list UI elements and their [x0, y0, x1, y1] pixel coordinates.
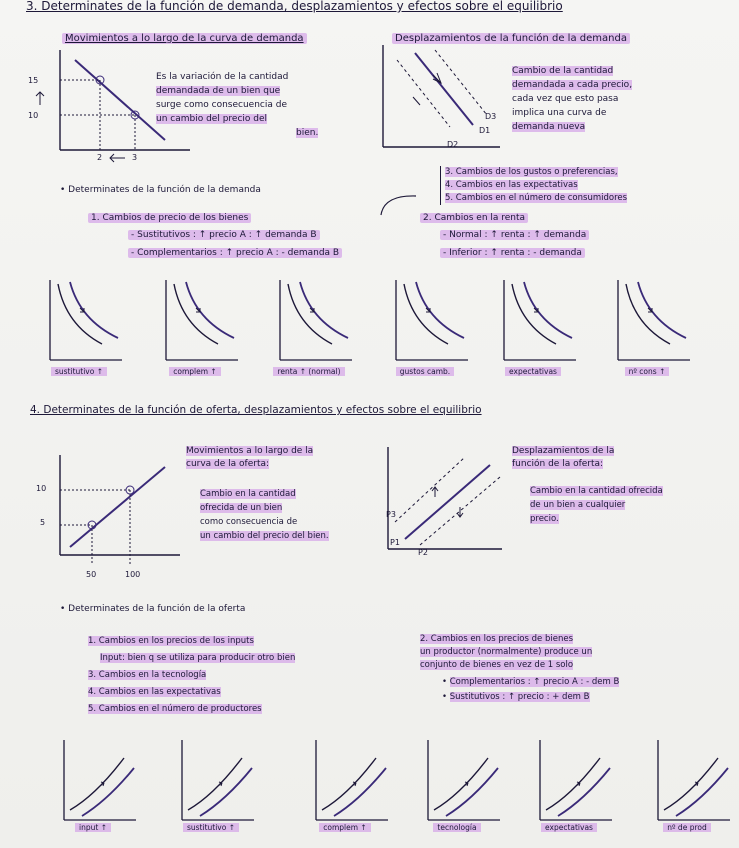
income-change-title: 2. Cambios en la renta	[420, 213, 528, 223]
supply-mini-graph	[176, 740, 256, 825]
supply-movement-title: Movimientos a lo largo de la curva de la oferta:	[186, 446, 314, 469]
demand-mini-graph	[612, 280, 692, 365]
supply-mini-graph-label: input ↑	[48, 823, 138, 832]
demand-x-right: 3	[132, 153, 138, 162]
demand-shift-text: Cambio de la cantidad demandada a cada precio, cada vez que esto pasa implica una curva de demanda nueva	[512, 66, 633, 132]
supply-s2: P2	[418, 548, 428, 557]
supply-determinants-left: 1. Cambios en los precios de los inputs Input: bien q se utiliza para producir otro bien 3. Cambios en la tecnología 4. Cambios en las expectativas 5. Cambios en el número de productores	[88, 636, 296, 714]
demand-mini-graph-label: nº cons ↑	[602, 367, 692, 376]
supply-mini-graph	[422, 740, 502, 825]
section3-title: 3. Determinates de la función de demanda, desplazamientos y efectos sobre el equilibrio	[26, 0, 563, 13]
price-item-substitutes: - Sustitutivos : ↑ precio A : ↑ demanda B	[128, 230, 320, 240]
demand-d3: D3	[485, 112, 497, 121]
supply-mini-graph-label: tecnología	[412, 823, 502, 832]
demand-determinants-list: 3. Cambios de los gustos o preferencias, 4. Cambios en las expectativas 5. Cambios en el número de consumidores	[440, 166, 735, 205]
supply-s1: P1	[390, 538, 400, 547]
demand-movement-title: Movimientos a lo largo de la curva de demanda	[62, 33, 307, 45]
demand-shift-title: Desplazamientos de la función de la demanda	[392, 33, 630, 45]
supply-mini-graph	[58, 740, 138, 825]
supply-mini-graph-label: expectativas	[524, 823, 614, 832]
price-change-title: 1. Cambios de precio de los bienes	[88, 213, 251, 223]
supply-shift-title: Desplazamientos de la función de la oferta:	[512, 446, 615, 469]
price-item-complements: - Complementarios : ↑ precio A : - demanda B	[128, 248, 342, 258]
supply-mini-graph	[534, 740, 614, 825]
demand-d1: D1	[479, 126, 491, 135]
income-item-inferior: - Inferior : ↑ renta : - demanda	[440, 248, 585, 258]
supply-x-right: 100	[125, 570, 141, 579]
supply-y-low: 5	[40, 518, 46, 527]
supply-x-left: 50	[86, 570, 97, 579]
supply-mini-graph-label: complem ↑	[300, 823, 390, 832]
demand-shift-graph	[375, 45, 505, 155]
supply-mini-graph	[652, 740, 732, 825]
demand-mini-graph	[498, 280, 578, 365]
demand-mini-graph-label: expectativas	[488, 367, 578, 376]
supply-s3: P3	[386, 510, 396, 519]
demand-determinants-title: • Determinates de la función de la demanda	[60, 185, 261, 195]
supply-mini-graph-label: sustitutivo ↑	[166, 823, 256, 832]
demand-mini-graph-label: renta ↑ (normal)	[264, 367, 354, 376]
demand-y-top: 15	[28, 76, 39, 85]
demand-mini-graph-label: complem ↑	[150, 367, 240, 376]
demand-mini-graph-label: sustitutivo ↑	[34, 367, 124, 376]
supply-movement-text: Cambio en la cantidad ofrecida de un bien como consecuencia de un cambio del precio del bien.	[200, 489, 329, 541]
demand-y-low: 10	[28, 111, 39, 120]
supply-y-top: 10	[36, 484, 47, 493]
demand-mini-graph-label: gustos camb.	[380, 367, 470, 376]
demand-mini-graph	[274, 280, 354, 365]
demand-movement-text: Es la variación de la cantidad demandada de un bien que surge como consecuencia de un cambio del precio del bien.	[156, 72, 319, 138]
supply-determinants-title: • Determinates de la función de la oferta	[60, 604, 246, 614]
supply-movement-graph	[30, 455, 190, 575]
supply-mini-graph	[310, 740, 390, 825]
section4-title: 4. Determinates de la función de oferta, desplazamientos y efectos sobre el equilibrio	[30, 404, 482, 416]
income-item-normal: - Normal : ↑ renta : ↑ demanda	[440, 230, 589, 240]
demand-mini-graph	[44, 280, 124, 365]
demand-x-left: 2	[97, 153, 103, 162]
demand-mini-graph	[160, 280, 240, 365]
supply-mini-graph-label: nº de prod	[642, 823, 732, 832]
supply-shift-text: Cambio en la cantidad ofrecida de un bien a cualquier precio.	[530, 486, 663, 524]
demand-mini-graph	[390, 280, 470, 365]
demand-d2: D2	[447, 140, 459, 149]
supply-determinants-right: 2. Cambios en los precios de bienes un productor (normalmente) produce un conjunto de bienes en vez de 1 solo • Complementarios : ↑ precio A : - dem B • Sustitutivos : ↑ precio : + dem B	[420, 634, 620, 702]
